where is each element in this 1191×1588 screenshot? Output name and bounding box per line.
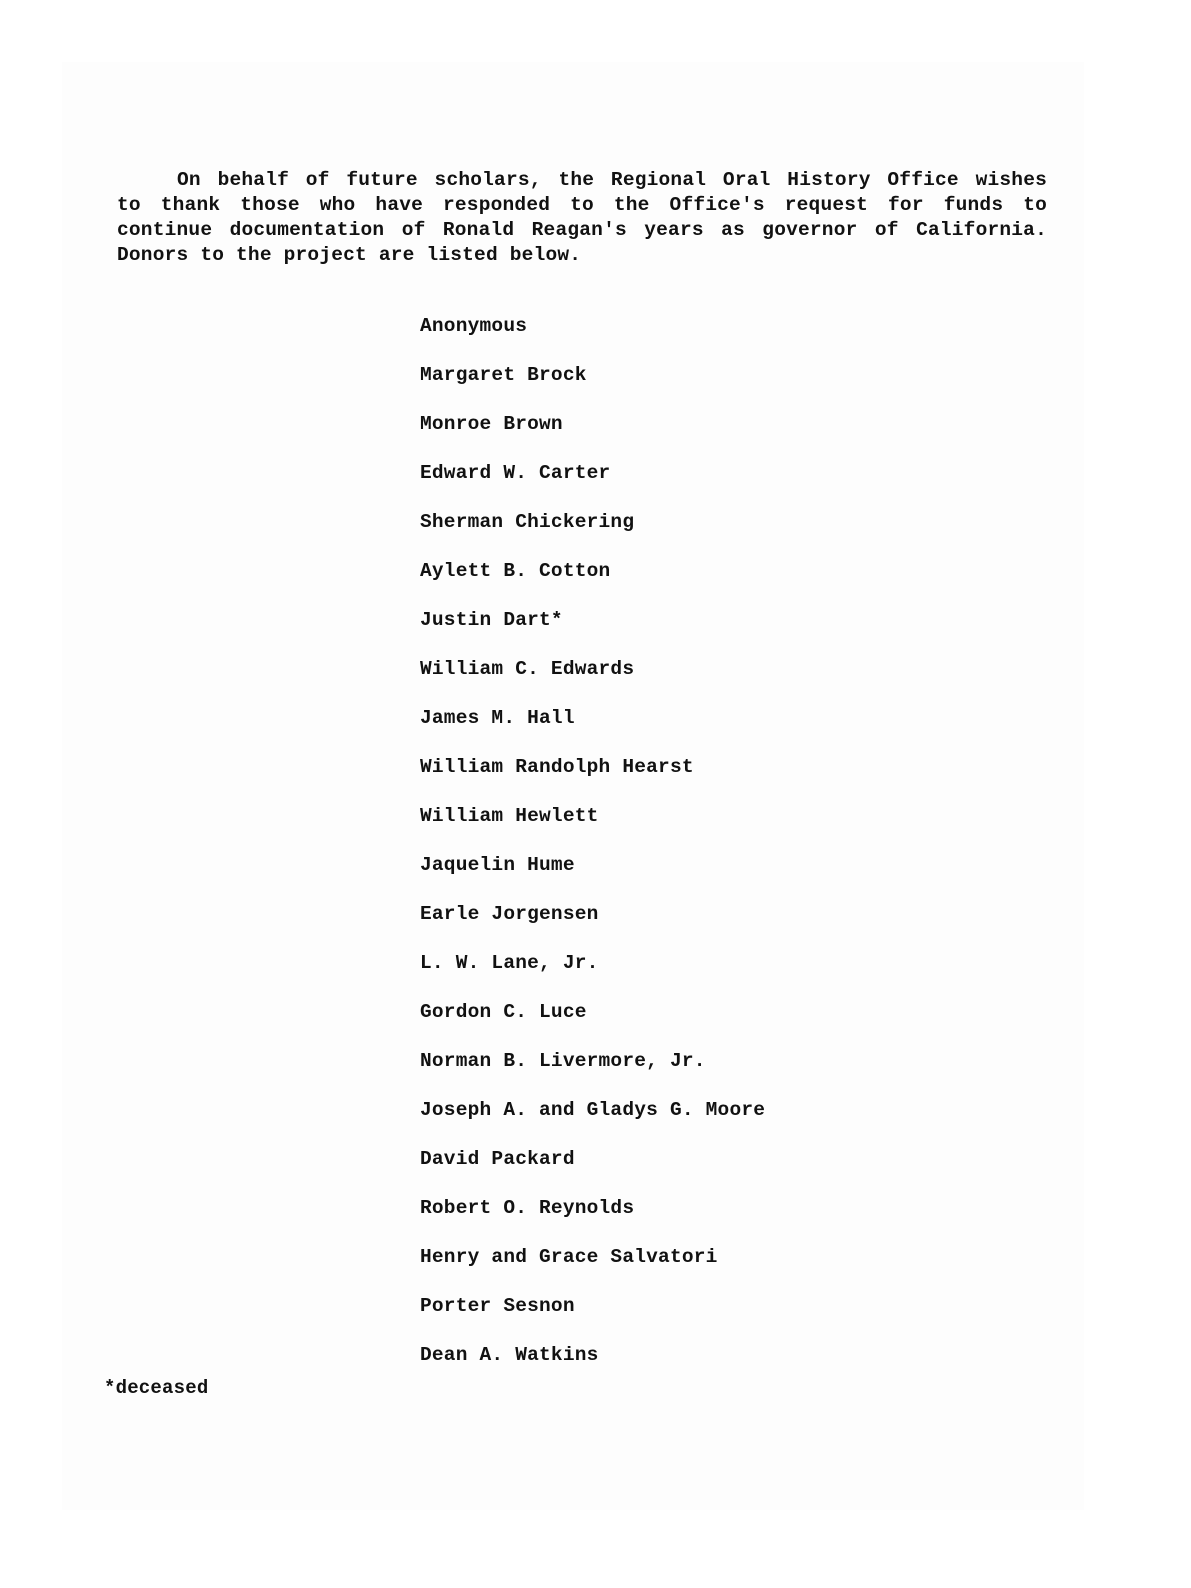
donor-name: Joseph A. and Gladys G. Moore xyxy=(420,1099,766,1121)
donor-name: James M. Hall xyxy=(420,707,575,729)
donor-name: L. W. Lane, Jr. xyxy=(420,952,599,974)
donor-name: Norman B. Livermore, Jr. xyxy=(420,1050,706,1072)
donor-name: Robert O. Reynolds xyxy=(420,1197,635,1219)
donor-name: Porter Sesnon xyxy=(420,1295,575,1317)
donor-name: William Hewlett xyxy=(420,805,599,827)
donor-name: Earle Jorgensen xyxy=(420,903,599,925)
donor-name: Gordon C. Luce xyxy=(420,1001,587,1023)
donor-name: Monroe Brown xyxy=(420,413,563,435)
intro-line: Donors to the project are listed below. xyxy=(117,244,582,266)
deceased-footnote: *deceased xyxy=(104,1377,209,1399)
donor-name: William C. Edwards xyxy=(420,658,635,680)
donor-name: Margaret Brock xyxy=(420,364,587,386)
intro-paragraph xyxy=(117,168,1047,268)
donor-name: Justin Dart* xyxy=(420,609,563,631)
donor-name: William Randolph Hearst xyxy=(420,756,694,778)
donor-name: Henry and Grace Salvatori xyxy=(420,1246,718,1268)
donor-name: Edward W. Carter xyxy=(420,462,611,484)
donor-name: Aylett B. Cotton xyxy=(420,560,611,582)
intro-line: continue documentation of Ronald Reagan's years as governor of California. xyxy=(117,219,1047,241)
donor-name: Dean A. Watkins xyxy=(420,1344,599,1366)
donor-list xyxy=(420,314,765,1392)
document-page xyxy=(62,62,1084,1510)
donor-name: Anonymous xyxy=(420,315,528,337)
donor-name: Jaquelin Hume xyxy=(420,854,575,876)
intro-line: On behalf of future scholars, the Regional Oral History Office wishes xyxy=(177,169,1047,191)
donor-name: David Packard xyxy=(420,1148,575,1170)
donor-name: Sherman Chickering xyxy=(420,511,635,533)
intro-line: to thank those who have responded to the Office's request for funds to xyxy=(117,194,1047,216)
